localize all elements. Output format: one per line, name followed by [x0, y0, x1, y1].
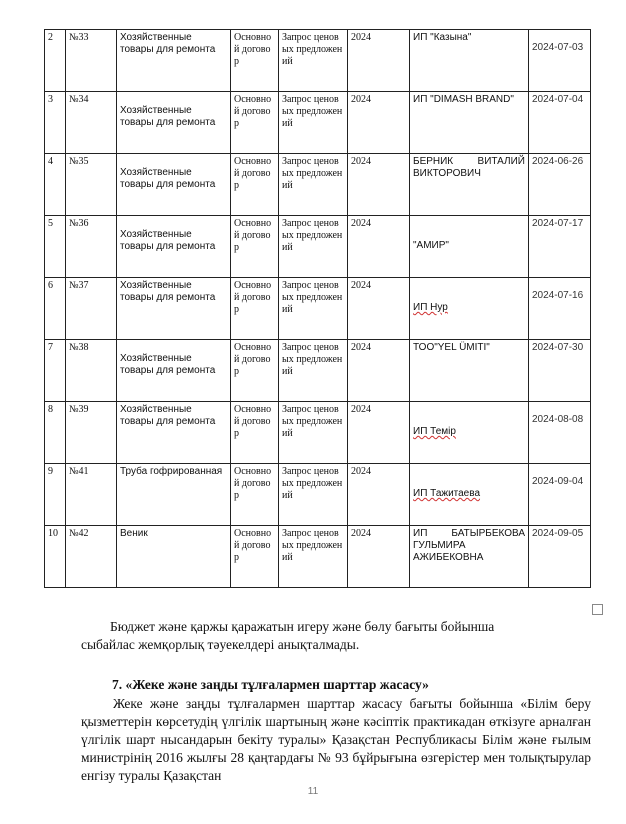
- supplier: ИП Тажитаева: [410, 464, 529, 526]
- table-row: [45, 278, 591, 340]
- supplier: ИП Нур: [410, 278, 529, 340]
- year: 2024: [348, 464, 410, 526]
- table-resize-handle[interactable]: [592, 604, 603, 615]
- paragraph-budget-line2: сыбайлас жемқорлық тәуекелдері анықталмады.: [81, 637, 360, 652]
- item-name: Хозяйственные товары для ремонта: [117, 154, 231, 216]
- section-heading: 7. «Жеке және заңды тұлғалармен шарттар жасасу»: [112, 677, 429, 692]
- row-index: 5: [45, 216, 66, 278]
- supplier: ИП "DIMASH BRAND": [410, 92, 529, 154]
- contract-type: Основной договор: [231, 154, 279, 216]
- year: 2024: [348, 526, 410, 588]
- table-row: [45, 30, 591, 92]
- contract-number: №39: [66, 402, 117, 464]
- supplier: ИП "Казына": [410, 30, 529, 92]
- row-index: 2: [45, 30, 66, 92]
- contract-date: 2024-07-16: [529, 278, 591, 340]
- supplier: ИП БАТЫРБЕКОВА ГУЛЬМИРА АЖИБЕКОВНА: [410, 526, 529, 588]
- contract-type: Основной договор: [231, 278, 279, 340]
- contract-date: 2024-07-04: [529, 92, 591, 154]
- procurement-method: Запрос ценовых предложений: [279, 340, 348, 402]
- contract-date: 2024-08-08: [529, 402, 591, 464]
- row-index: 6: [45, 278, 66, 340]
- item-name: Хозяйственные товары для ремонта: [117, 92, 231, 154]
- item-name: Хозяйственные товары для ремонта: [117, 278, 231, 340]
- item-name: Хозяйственные товары для ремонта: [117, 216, 231, 278]
- year: 2024: [348, 278, 410, 340]
- item-name: Труба гофрированная: [117, 464, 231, 526]
- procurement-method: Запрос ценовых предложений: [279, 154, 348, 216]
- contract-number: №34: [66, 92, 117, 154]
- contract-number: №38: [66, 340, 117, 402]
- contract-type: Основной договор: [231, 464, 279, 526]
- year: 2024: [348, 154, 410, 216]
- page-number: 11: [307, 786, 319, 797]
- contract-type: Основной договор: [231, 30, 279, 92]
- contract-date: 2024-07-03: [529, 30, 591, 92]
- table-row: [45, 402, 591, 464]
- item-name: Хозяйственные товары для ремонта: [117, 340, 231, 402]
- row-index: 9: [45, 464, 66, 526]
- procurement-method: Запрос ценовых предложений: [279, 464, 348, 526]
- procurement-method: Запрос ценовых предложений: [279, 278, 348, 340]
- supplier: БЕРНИК ВИТАЛИЙ ВИКТОРОВИЧ: [410, 154, 529, 216]
- row-index: 4: [45, 154, 66, 216]
- contract-number: №33: [66, 30, 117, 92]
- item-name: Хозяйственные товары для ремонта: [117, 402, 231, 464]
- paragraph-contracts: Жеке және заңды тұлғалармен шарттар жасасу бағыты бойынша «Білім беру қызметтерін көрсетудің үлгілік шартының және кәсіптік практикадан өткізуге арналған үлгілік шарт нысандарын бекіту туралы» Қазақстан Республикасы Білім және ғылым министрінің 2016 жылғы 28 қаңтардағы № 93 бұйрығына өзгерістер мен толықтырулар енгізу туралы Қазақстан: [81, 696, 591, 783]
- row-index: 3: [45, 92, 66, 154]
- year: 2024: [348, 30, 410, 92]
- procurement-method: Запрос ценовых предложений: [279, 216, 348, 278]
- table-row: [45, 154, 591, 216]
- row-index: 8: [45, 402, 66, 464]
- procurement-method: Запрос ценовых предложений: [279, 402, 348, 464]
- procurement-method: Запрос ценовых предложений: [279, 30, 348, 92]
- contract-type: Основной договор: [231, 216, 279, 278]
- procurement-table: [44, 29, 591, 588]
- item-name: Веник: [117, 526, 231, 588]
- contract-type: Основной договор: [231, 340, 279, 402]
- supplier: "АМИР": [410, 216, 529, 278]
- contract-date: 2024-09-04: [529, 464, 591, 526]
- contract-type: Основной договор: [231, 92, 279, 154]
- table-row: [45, 526, 591, 588]
- contract-number: №35: [66, 154, 117, 216]
- contract-type: Основной договор: [231, 526, 279, 588]
- year: 2024: [348, 216, 410, 278]
- contract-number: №41: [66, 464, 117, 526]
- procurement-method: Запрос ценовых предложений: [279, 526, 348, 588]
- contract-number: №36: [66, 216, 117, 278]
- contract-date: 2024-09-05: [529, 526, 591, 588]
- table-row: [45, 464, 591, 526]
- item-name: Хозяйственные товары для ремонта: [117, 30, 231, 92]
- year: 2024: [348, 92, 410, 154]
- table-row: [45, 92, 591, 154]
- paragraph-budget: Бюджет және қаржы қаражатын игеру және бөлу бағыты бойынша: [110, 619, 495, 634]
- table-row: [45, 340, 591, 402]
- contract-number: №37: [66, 278, 117, 340]
- year: 2024: [348, 402, 410, 464]
- table-row: [45, 216, 591, 278]
- contract-type: Основной договор: [231, 402, 279, 464]
- contract-date: 2024-07-17: [529, 216, 591, 278]
- procurement-method: Запрос ценовых предложений: [279, 92, 348, 154]
- contract-number: №42: [66, 526, 117, 588]
- contract-date: 2024-06-26: [529, 154, 591, 216]
- supplier: ИП Темір: [410, 402, 529, 464]
- row-index: 7: [45, 340, 66, 402]
- row-index: 10: [45, 526, 66, 588]
- contract-date: 2024-07-30: [529, 340, 591, 402]
- supplier: ТОО"YEL ÜMITI": [410, 340, 529, 402]
- year: 2024: [348, 340, 410, 402]
